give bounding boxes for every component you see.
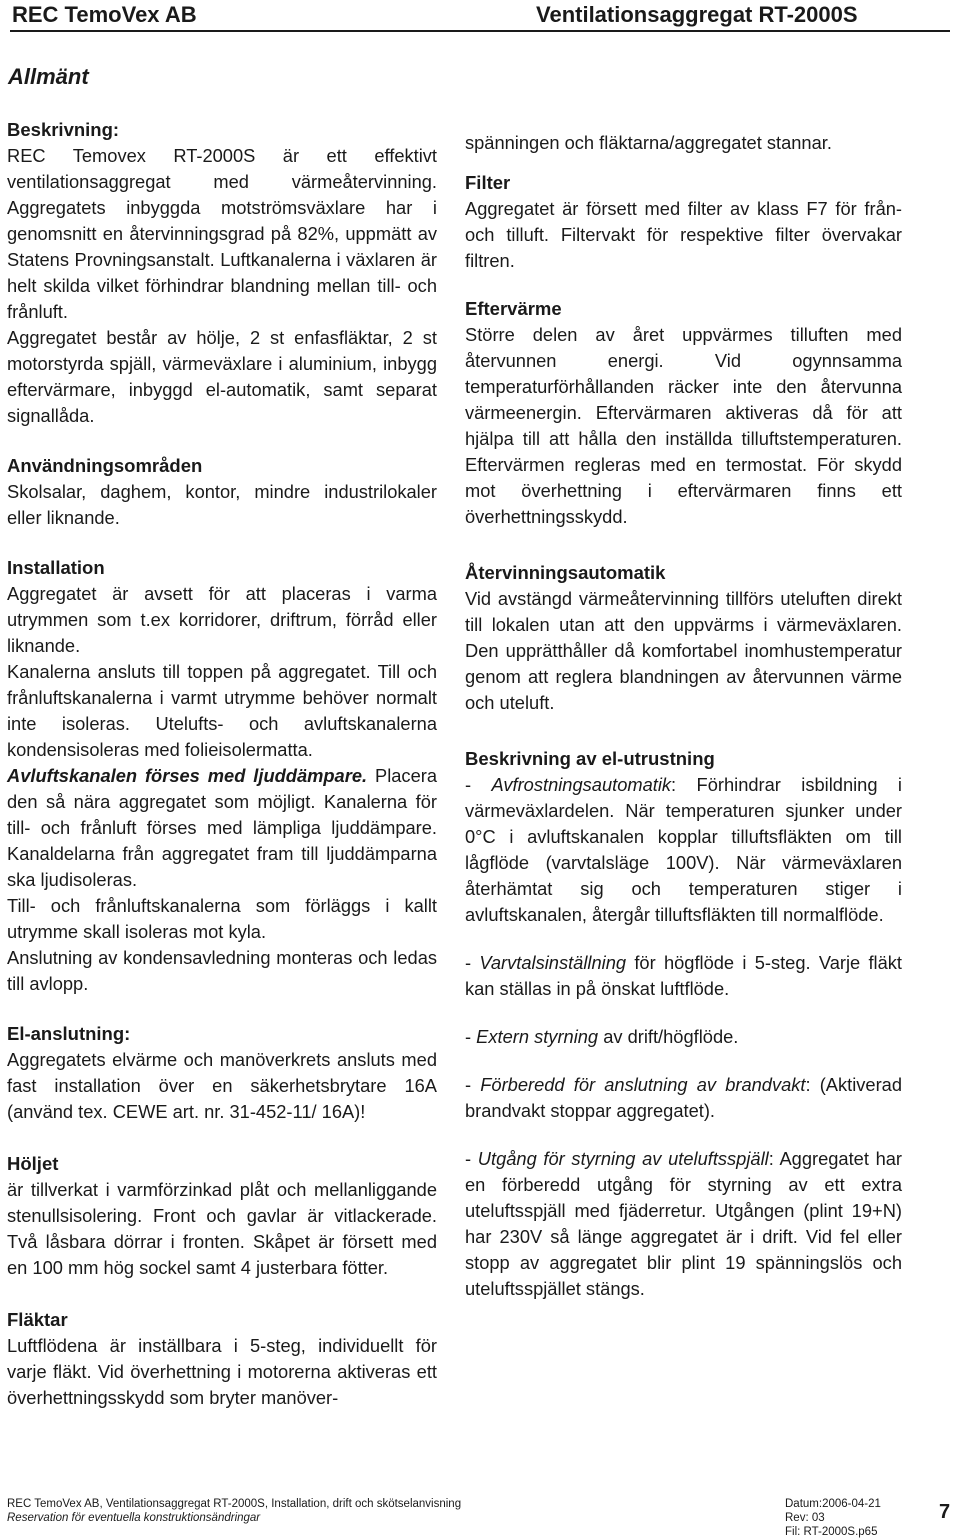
header-company: REC TemoVex AB (12, 2, 197, 27)
list-item-varvtal: - Varvtalsinställning för högflöde i 5-steg. Varje fläkt kan ställas in på önskat luftflöde. (465, 952, 903, 999)
paragraph-installation-5: Anslutning av kondensavledning monteras och ledas till avlopp. (7, 947, 437, 994)
footer-file: Fil: RT-2000S.p65 (785, 1526, 878, 1538)
header-product: Ventilationsaggregat RT-2000S (536, 2, 858, 27)
footer-rev: Rev: 03 (785, 1512, 825, 1524)
paragraph-holjet: är tillverkat i varmförzinkad plåt och mellanliggande stenullsisolering. Front och gavlar är vitlackerade. Två låsbara dörrar i fronten. Skåpet är försett med en 100 mm hög sockel samt 4 justerbara fötter. (7, 1179, 437, 1278)
left-column (7, 117, 437, 1411)
list-item-avfrostning: - Avfrostningsautomatik: Förhindrar isbildning i värmeväxlardelen. När temperaturen sjunker under 0°C i avluftskanalen kopplar tilluftsfläkten om till lågflöde (varvtalsläge 100V). När värmeväxlaren återhämtat sig och temperaturen stiger i avluftskanalen, återgår tilluftsfläkten till normalflöde. (465, 774, 902, 925)
emphasis-avluftskanalen: Avluftskanalen förses med ljuddämpare. (7, 765, 368, 786)
heading-flaktar: Fläktar (7, 1309, 68, 1330)
section-title: Allmänt (8, 64, 89, 89)
heading-anvandningsomraden: Användningsområden (7, 455, 203, 476)
paragraph-flaktar: Luftflödena är inställbara i 5-steg, individuellt för varje fläkt. Vid överhettning i motorerna aktiveras ett överhettningsskydd som bryter manöver- (7, 1335, 437, 1408)
header-rule (10, 30, 950, 32)
list-item-uteluftsspjall: - Utgång för styrning av uteluftsspjäll: Aggregatet har en förberedd utgång för styrning av ett extra uteluftsspjäll med fjäderretur. Utgången (plint 19+N) har 230V så länge aggregatet är i drift. Vid fel eller stopp av aggregatet blir plint 19 spänningslös och uteluftsspjället stängs. (465, 1148, 902, 1299)
page-header (0, 0, 960, 34)
heading-holjet: Höljet (7, 1153, 59, 1174)
label-brandvakt: Förberedd för anslutning av brandvakt (480, 1074, 806, 1095)
heading-installation: Installation (7, 557, 105, 578)
heading-filter: Filter (465, 172, 511, 193)
paragraph-filter: Aggregatet är försett med filter av klass F7 för från- och tilluft. Filtervakt för respektive filter övervakar filtren. (465, 198, 902, 271)
paragraph-el-anslutning: Aggregatets elvärme och manöverkrets ansluts med fast installation över en säkerhetsbrytare 16A (använd tex. CEWE art. nr. 31-452-11/ 16A)! (7, 1049, 437, 1122)
page-number: 7 (939, 1501, 951, 1523)
heading-el-utrustning: Beskrivning av el-utrustning (465, 748, 715, 769)
footer-document-info: REC TemoVex AB, Ventilationsaggregat RT-2000S, Installation, drift och skötselanvisning (7, 1498, 462, 1510)
heading-atervinningsautomatik: Återvinningsautomatik (465, 562, 666, 583)
paragraph-installation-4: Till- och frånluftskanalerna som förläggs i kallt utrymme skall isoleras mot kyla. (7, 895, 437, 942)
paragraph-installation-2: Kanalerna ansluts till toppen på aggregatet. Till och frånluftskanalerna i varmt utrymme behöver normalt inte isoleras. Utelufts- och avluftskanalerna kondensisoleras med folieisolermatta. (7, 661, 437, 760)
paragraph-installation-1: Aggregatet är avsett för att placeras i varma utrymmen som t.ex korridorer, driftrum, förråd eller liknande. (7, 583, 437, 656)
footer-date: Datum:2006-04-21 (785, 1498, 881, 1510)
paragraph-beskrivning-1: REC Temovex RT-2000S är ett effektivt ventilationsaggregat med värmeåtervinning. Aggregatets inbyggda motströmsväxlare har i genomsnitt en återvinningsgrad på 82%, uppmätt av Statens Provningsanstalt. Luftkanalerna i växlaren är helt skilda vilket förhindrar blandning mellan till- och frånluft. (7, 145, 437, 322)
paragraph-continuation: spänningen och fläktarna/aggregatet stannar. (465, 132, 832, 153)
paragraph-anvandningsomraden: Skolsalar, daghem, kontor, mindre industrilokaler eller liknande. (7, 481, 437, 528)
footer-reservation: Reservation för eventuella konstruktionsändringar (7, 1512, 261, 1524)
label-varvtalsinstallning: Varvtalsinställning (479, 952, 627, 973)
label-extern-styrning: Extern styrning (476, 1026, 599, 1047)
label-uteluftsspjall: Utgång för styrning av uteluftsspjäll (477, 1148, 769, 1169)
paragraph-beskrivning-2: Aggregatet består av hölje, 2 st enfasfläktar, 2 st motorstyrda spjäll, värmeväxlare i aluminium, inbygg eftervärmare, inbyggd el-automatik, samt separat signallåda. (7, 327, 437, 426)
heading-el-anslutning: El-anslutning: (7, 1023, 131, 1044)
label-avfrostningsautomatik: Avfrostningsautomatik (491, 774, 672, 795)
installation-3-rest: Placera den så nära aggregatet som möjligt. Kanalerna för till- och frånluft förses med lämpliga ljuddämpare. Kanaldelarna från aggregatet fram till ljuddämparna ska ljudisoleras. (7, 765, 437, 890)
heading-beskrivning: Beskrivning: (7, 119, 120, 140)
list-item-brandvakt: - Förberedd för anslutning av brandvakt: (Aktiverad brandvakt stoppar aggregatet). (465, 1074, 903, 1121)
paragraph-atervinningsautomatik: Vid avstängd värmeåtervinning tillförs uteluften direkt till lokalen utan att den uppvärms i värmeväxlaren. Den upprätthåller då komfortabel inomhustemperatur genom att reglera blandningen av återvunnen värme och uteluft. (465, 588, 902, 713)
right-column (465, 130, 902, 1302)
paragraph-eftervarme: Större delen av året uppvärmes tilluften med återvunnen energi. Vid ogynnsamma temperaturförhållanden räcker inte den återvunna värmeenergin. Eftervärmaren aktiveras då för att hjälpa till att hålla den inställda tilluftstemperaturen. Eftervärmen regleras med en termostat. För skydd mot överhettning i eftervärmaren finns ett överhettningsskydd. (465, 324, 902, 527)
list-item-extern-styrning: - Extern styrning av drift/högflöde. (465, 1026, 739, 1047)
heading-eftervarme: Eftervärme (465, 298, 562, 319)
paragraph-installation-3 (7, 763, 437, 893)
page-footer (0, 1497, 960, 1539)
